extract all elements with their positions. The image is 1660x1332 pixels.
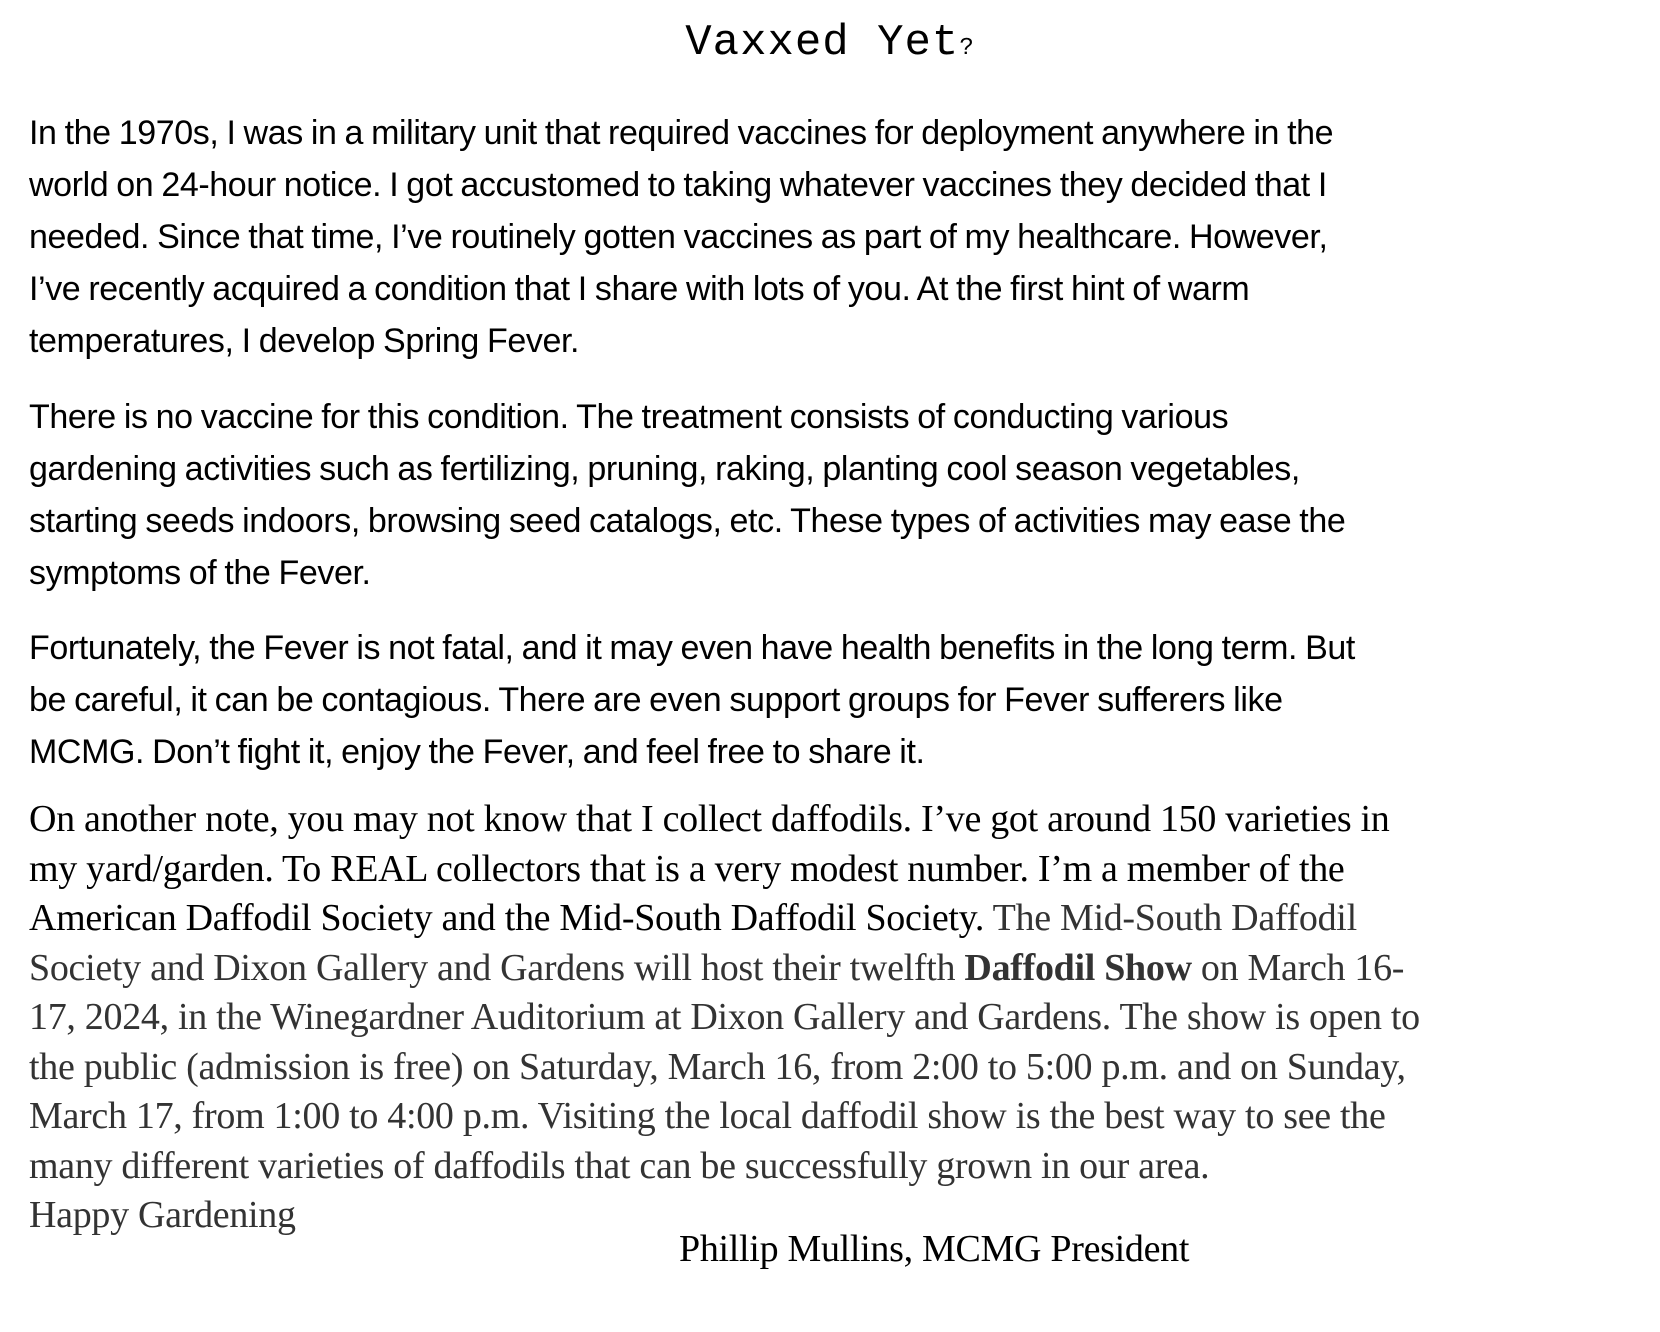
paragraph-line: Fortunately, the Fever is not fatal, and it may even have health benefits in the long term. But xyxy=(29,629,1355,667)
daffodil-show-highlight: Daffodil Show xyxy=(964,946,1192,989)
paragraph-line xyxy=(29,944,1639,994)
paragraph-treatment xyxy=(29,391,1639,599)
paragraph-vaccines xyxy=(29,107,1639,367)
line-segment: The Mid-South Daffodil xyxy=(984,897,1357,939)
line-segment: Society and Dixon Gallery and Gardens will host their twelfth xyxy=(29,946,965,989)
paragraph-line: world on 24-hour notice. I got accustomed to taking whatever vaccines they decided that I xyxy=(29,166,1327,204)
paragraph-line: I’ve recently acquired a condition that I share with lots of you. At the first hint of warm xyxy=(29,270,1250,308)
paragraph-line: gardening activities such as fertilizing, pruning, raking, planting cool season vegetables, xyxy=(29,450,1300,488)
line-segment: on March 16- xyxy=(1191,946,1405,989)
paragraph-line: starting seeds indoors, browsing seed catalogs, etc. These types of activities may ease the xyxy=(29,502,1346,540)
title-text: Vaxxed Yet xyxy=(685,18,960,68)
paragraph-line: There is no vaccine for this condition. The treatment consists of conducting various xyxy=(29,398,1229,436)
page-title xyxy=(0,18,1660,74)
paragraph-line: my yard/garden. To REAL collectors that is a very modest number. I’m a member of the xyxy=(29,847,1345,890)
paragraph-line: many different varieties of daffodils that can be successfully grown in our area. xyxy=(29,1144,1210,1187)
paragraph-line: needed. Since that time, I’ve routinely gotten vaccines as part of my healthcare. However, xyxy=(29,218,1328,256)
paragraph-line: March 17, from 1:00 to 4:00 p.m. Visiting the local daffodil show is the best way to see the xyxy=(29,1095,1386,1137)
signature: Phillip Mullins, MCMG President xyxy=(679,1228,1190,1270)
title-question-mark: ? xyxy=(959,35,975,62)
paragraph-line: temperatures, I develop Spring Fever. xyxy=(29,322,580,360)
paragraph-line: On another note, you may not know that I collect daffodils. I’ve got around 150 varieties in xyxy=(29,798,1390,840)
paragraph-daffodils xyxy=(29,795,1639,1241)
closing-line: Happy Gardening xyxy=(29,1194,296,1236)
paragraph-line: MCMG. Don’t fight it, enjoy the Fever, and feel free to share it. xyxy=(29,733,925,771)
line-segment: American Daffodil Society and the Mid-South Daffodil Society. xyxy=(29,897,985,939)
paragraph-line xyxy=(29,894,1639,944)
paragraph-line: symptoms of the Fever. xyxy=(29,554,371,592)
paragraph-fever xyxy=(29,622,1639,778)
paragraph-line: In the 1970s, I was in a military unit that required vaccines for deployment anywhere in the xyxy=(29,114,1334,152)
paragraph-line: be careful, it can be contagious. There are even support groups for Fever sufferers like xyxy=(29,681,1283,719)
paragraph-line: the public (admission is free) on Saturday, March 16, from 2:00 to 5:00 p.m. and on Sunday, xyxy=(29,1045,1406,1088)
paragraph-line: 17, 2024, in the Winegardner Auditorium at Dixon Gallery and Gardens. The show is open to xyxy=(29,996,1420,1038)
